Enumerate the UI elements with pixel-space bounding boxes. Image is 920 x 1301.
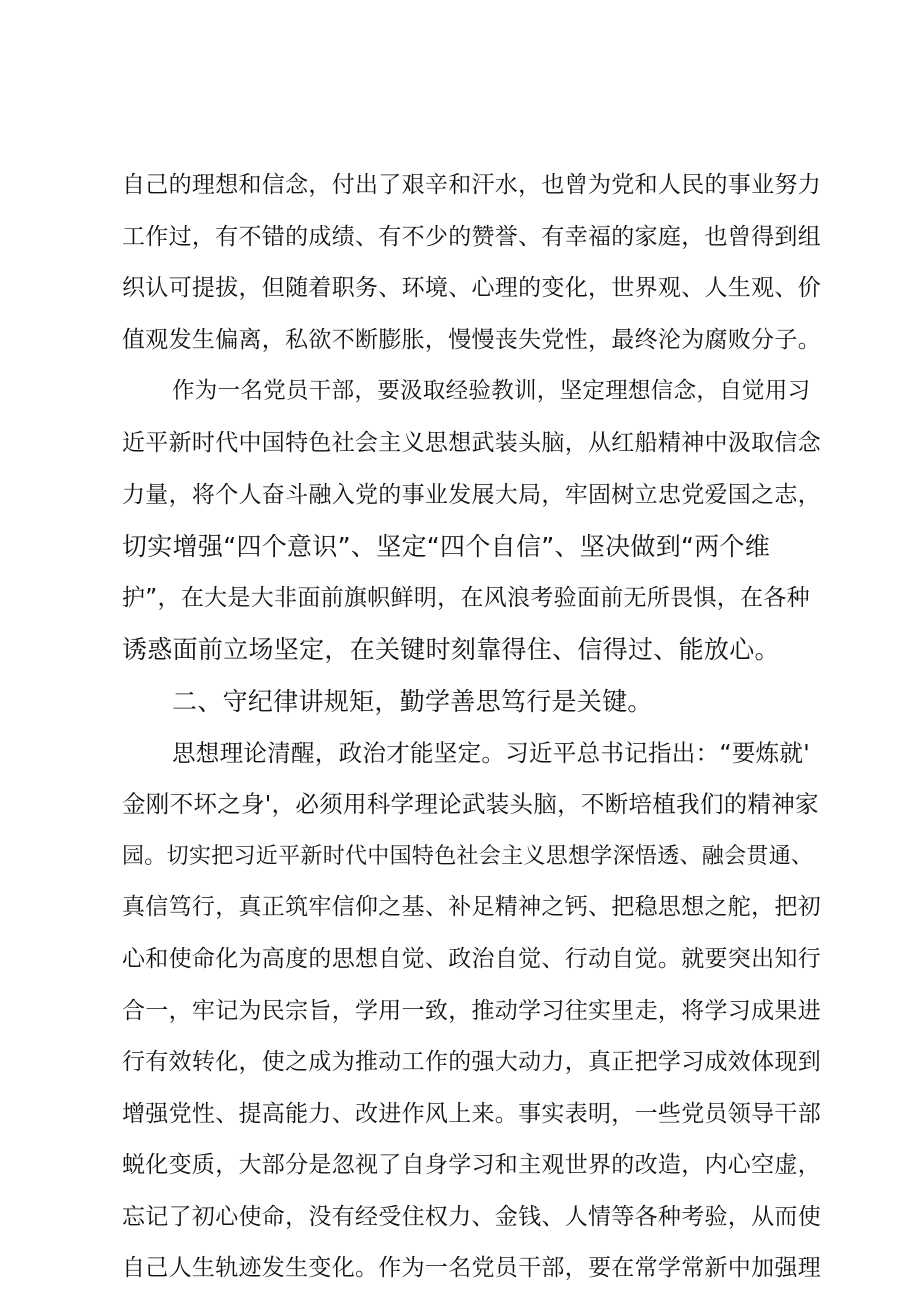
text-line: 忘记了初心使命，没有经受住权力、金钱、人情等各种考验，从而使	[122, 1203, 821, 1230]
document-body	[122, 160, 822, 1295]
section-heading: 二、守纪律讲规矩，勤学善思笃行是关键。	[172, 686, 653, 716]
text-line: 行有效转化，使之成为推动工作的强大动力，真正把学习成效体现到	[122, 1049, 821, 1076]
text-line: 自己人生轨迹发生变化。作为一名党员干部，要在常学常新中加强理	[122, 1255, 821, 1282]
text-line: 诱惑面前立场坚定，在关键时刻靠得住、信得过、能放心。	[122, 635, 780, 665]
text-line: 切实增强“四个意识”、坚定“四个自信”、坚决做到“两个维	[122, 532, 771, 562]
text-line: 心和使命化为高度的思想自觉、政治自觉、行动自觉。就要突出知行	[122, 945, 821, 972]
text-line: 值观发生偏离，私欲不断膨胀，慢慢丧失党性，最终沦为腐败分子。	[122, 326, 821, 353]
text-line: 园。切实把习近平新时代中国特色社会主义思想学深悟透、融会贯通、	[122, 843, 814, 869]
text-line: 蜕化变质，大部分是忽视了自身学习和主观世界的改造，内心空虚，	[122, 1152, 821, 1179]
text-line: 力量，将个人奋斗融入党的事业发展大局，牢固树立忠党爱国之志，	[122, 481, 821, 508]
text-line: 近平新时代中国特色社会主义思想武装头脑，从红船精神中汲取信念	[122, 429, 821, 456]
text-line: 真信笃行，真正筑牢信仰之基、补足精神之钙、把稳思想之舵，把初	[122, 894, 821, 921]
text-line: 护”，在大是大非面前旗帜鲜明，在风浪考验面前无所畏惧，在各种	[122, 584, 810, 611]
text-line: 合一，牢记为民宗旨，学用一致，推动学习往实里走，将学习成果进	[122, 997, 821, 1024]
text-line: 增强党性、提高能力、改进作风上来。事实表明，一些党员领导干部	[122, 1100, 821, 1127]
text-line: 金刚不坏之身'，必须用科学理论武装头脑，不断培植我们的精神家	[122, 790, 819, 819]
paragraph-first-line: 作为一名党员干部，要汲取经验教训，坚定理想信念，自觉用习	[172, 378, 811, 405]
text-line: 工作过，有不错的成绩、有不少的赞誉、有幸福的家庭，也曾得到组	[122, 223, 821, 250]
text-line: 自己的理想和信念，付出了艰辛和汗水，也曾为党和人民的事业努力	[122, 172, 821, 198]
text-line: 织认可提拔，但随着职务、环境、心理的变化，世界观、人生观、价	[122, 275, 821, 302]
paragraph-first-line: 思想理论清醒，政治才能坚定。习近平总书记指出：“要炼就'	[172, 738, 811, 767]
